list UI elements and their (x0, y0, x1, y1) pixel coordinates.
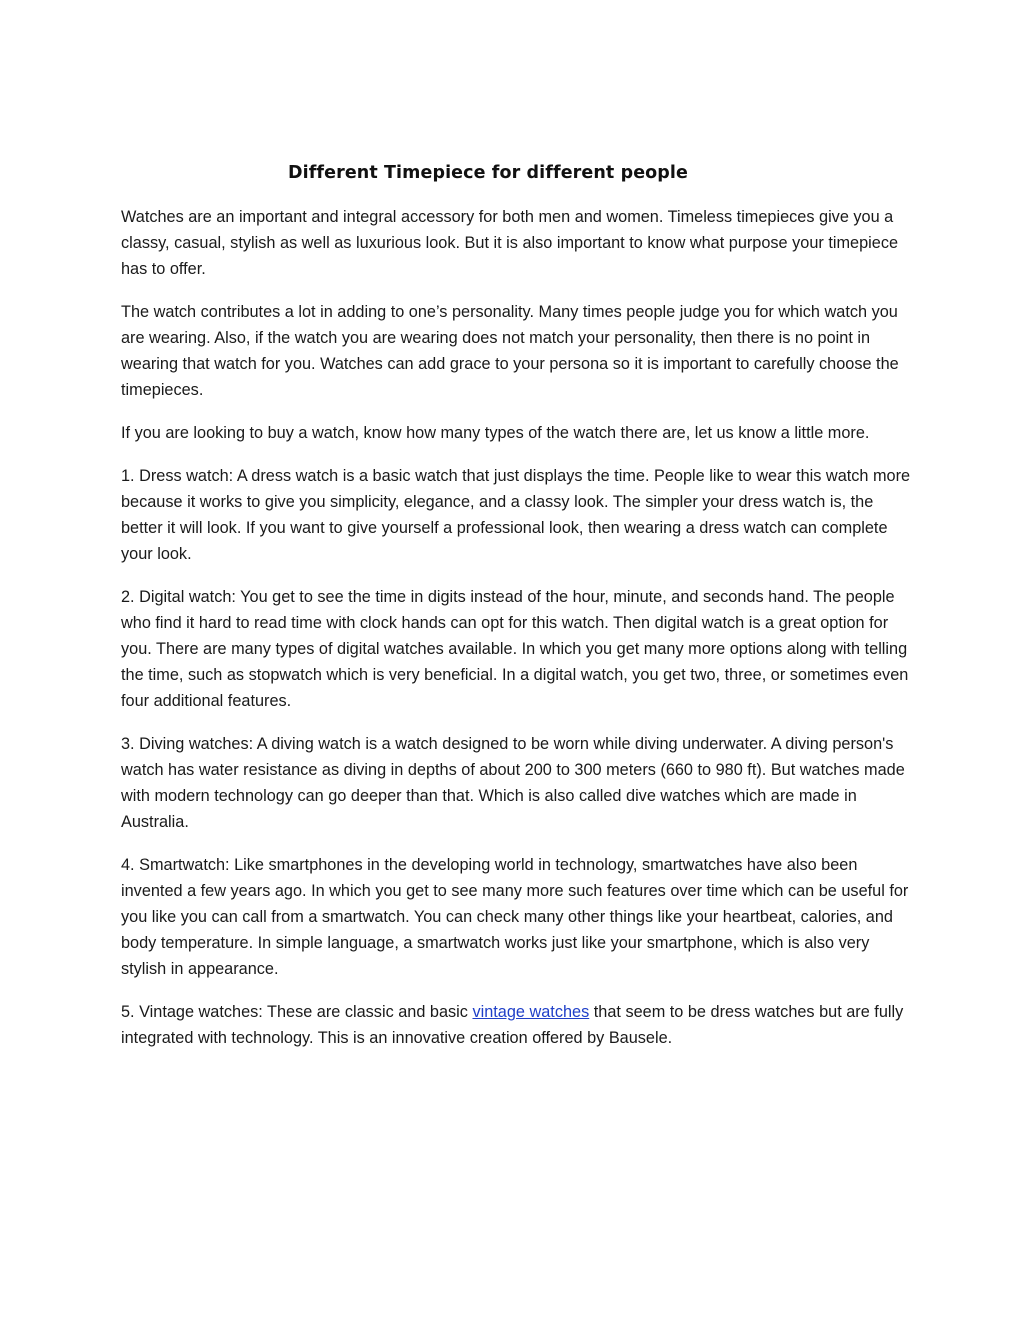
paragraph-dress-watch: 1. Dress watch: A dress watch is a basic watch that just displays the time. People like to wear this watch more because it works to give you simplicity, elegance, and a classy look. The simpler your dress watch is, the better it will look. If you want to give yourself a professional look, then wearing a dress watch can complete your look. (121, 467, 911, 563)
paragraph-smartwatch: 4. Smartwatch: Like smartphones in the developing world in technology, smartwatches have also been invented a few years ago. In which you get to see many more such features over time which can be useful for you like you can call from a smartwatch. You can check many other things like your heartbeat, calories, and body temperature. In simple language, a smartwatch works just like your smartphone, which is also very stylish in appearance. (121, 856, 909, 978)
paragraph-diving-watch: 3. Diving watches: A diving watch is a watch designed to be worn while diving underwater. A diving person's watch has water resistance as diving in depths of about 200 to 300 meters (660 to 980 ft). But watches made with modern technology can go deeper than that. Which is also called dive watches which are made in Australia. (121, 735, 905, 831)
vintage-text-after: that seem to be dress watches but are fully integrated with technology. This is an innovative creation offered by Bausele. (121, 1003, 904, 1047)
paragraph-intro: Watches are an important and integral accessory for both men and women. Timeless timepieces give you a classy, casual, stylish as well as luxurious look. But it is also important to know what purpose your timepiece has to offer. (121, 208, 899, 278)
vintage-watches-link[interactable]: vintage watches (472, 1003, 590, 1021)
document-title: Different Timepiece for different people (287, 163, 688, 183)
document-body (121, 204, 911, 1068)
paragraph-personality: The watch contributes a lot in adding to one’s personality. Many times people judge you for which watch you are wearing. Also, if the watch you are wearing does not match your personality, then there is no point in wearing that watch for you. Watches can add grace to your persona so it is important to carefully choose the timepieces. (121, 303, 899, 399)
paragraph-digital-watch: 2. Digital watch: You get to see the time in digits instead of the hour, minute, and seconds hand. The people who find it hard to read time with clock hands can opt for this watch. Then digital watch is a great option for you. There are many types of digital watches available. In which you get many more options along with telling the time, such as stopwatch which is very beneficial. In a digital watch, you get two, three, or sometimes even four additional features. (121, 588, 909, 710)
vintage-text-before: 5. Vintage watches: These are classic and basic (121, 1003, 473, 1021)
paragraph-vintage-watch (121, 999, 911, 1051)
paragraph-types-intro: If you are looking to buy a watch, know how many types of the watch there are, let us know a little more. (121, 424, 870, 442)
